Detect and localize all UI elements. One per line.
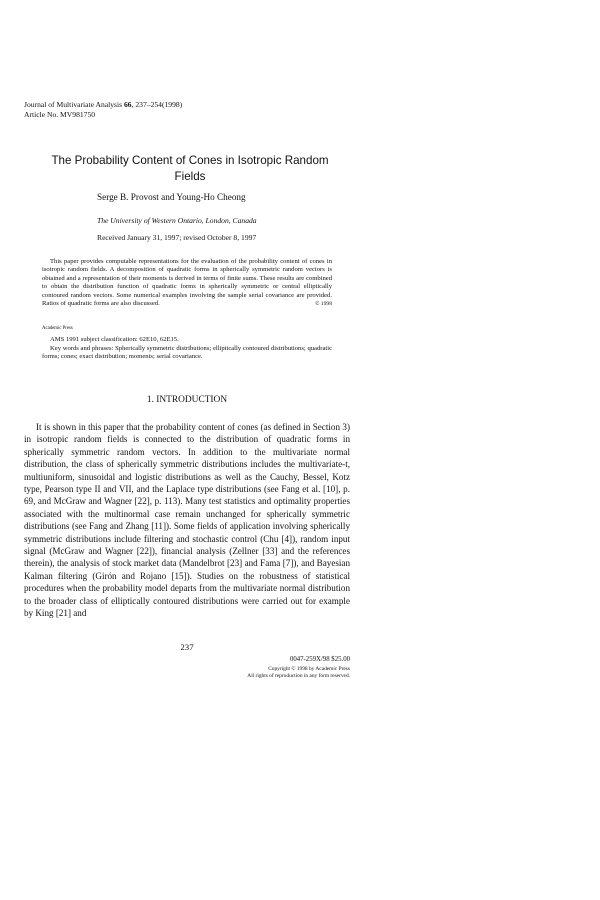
abstract-text: This paper provides computable representations for the evaluation of the probability content of cones in isotropic random fields. A decomposition of quadratic forms in spherically symmetric random vectors is obtained and a representation of their moments is derived in terms of finite sums. These results are combined to obtain the distribution function of quadratic forms in spherically symmetric or central elliptically contoured random vectors. Some numerical examples involving the sample serial covariance are provided. Ratios of quadratic forms are also discussed. <box>42 258 332 308</box>
paper-authors: Serge B. Provost and Young-Ho Cheong <box>97 192 246 202</box>
abstract-copyright: © 1998 <box>315 301 332 308</box>
issn-price: 0047-259X/98 $25.00 <box>289 656 350 663</box>
journal-citation <box>24 100 182 119</box>
introduction-paragraph: It is shown in this paper that the probability content of cones (as defined in Section 3) in isotropic random fields is connected to the distribution of quadratic forms in spherically symmetric random vectors. In addition to the multivariate normal distribution, the class of spherically symmetric distributions includes the multivariate-t, multiuniform, sinusoidal and logistic distributions as well as the Cauchy, Bessel, Kotz type, Pearson type II and VII, and the Laplace type distributions (see Fang et al. [10], p. 69, and McGraw and Wagner [22], p. 113). Many test statistics and optimality properties associated with the multinormal case remain unchanged for spherically symmetric distributions (see Fang and Zhang [11]). Some fields of application involving spherically symmetric distributions include filtering and stochastic control (Chu [4]), random input signal (McGraw and Wagner [22]), financial analysis (Zellner [33] and the references therein), the analysis of stock market data (Mandelbrot [23] and Fama [7]), and Bayesian Kalman filtering (Girón and Rojano [15]). Studies on the robustness of statistical procedures when the probability model departs from the multivariate normal distribution to the broader class of elliptically contoured distributions were carried out for example by King [21] and <box>24 422 350 619</box>
copyright-line: Copyright © 1998 by Academic Press <box>268 666 350 672</box>
rights-line: All rights of reproduction in any form reserved. <box>247 673 350 680</box>
section-heading: 1. INTRODUCTION <box>146 395 228 405</box>
ams-classification: AMS 1991 subject classification: 62E10, 62E15. <box>50 336 179 343</box>
paper-title: The Probability Content of Cones in Isotropic Random Fields <box>51 154 329 183</box>
article-number: Article No. MV981750 <box>24 109 96 119</box>
abstract <box>42 258 332 308</box>
journal-name: Journal of Multivariate Analysis <box>24 100 123 109</box>
received-dates: Received January 31, 1997; revised October 8, 1997 <box>97 233 257 242</box>
publisher-mark: Academic Press <box>42 326 73 331</box>
keywords: Key words and phrases: Spherically symmetric distributions; elliptically contoured distributions; quadratic forms; cones; exact distribution; moments; serial covariance. <box>42 345 332 361</box>
page-number: 237 <box>180 642 194 652</box>
journal-volume: 66 <box>123 100 132 109</box>
journal-pages-year: , 237–254(1998) <box>131 100 183 109</box>
author-affiliation: The University of Western Ontario, London, Canada <box>97 216 257 225</box>
copyright-notice <box>247 666 350 680</box>
